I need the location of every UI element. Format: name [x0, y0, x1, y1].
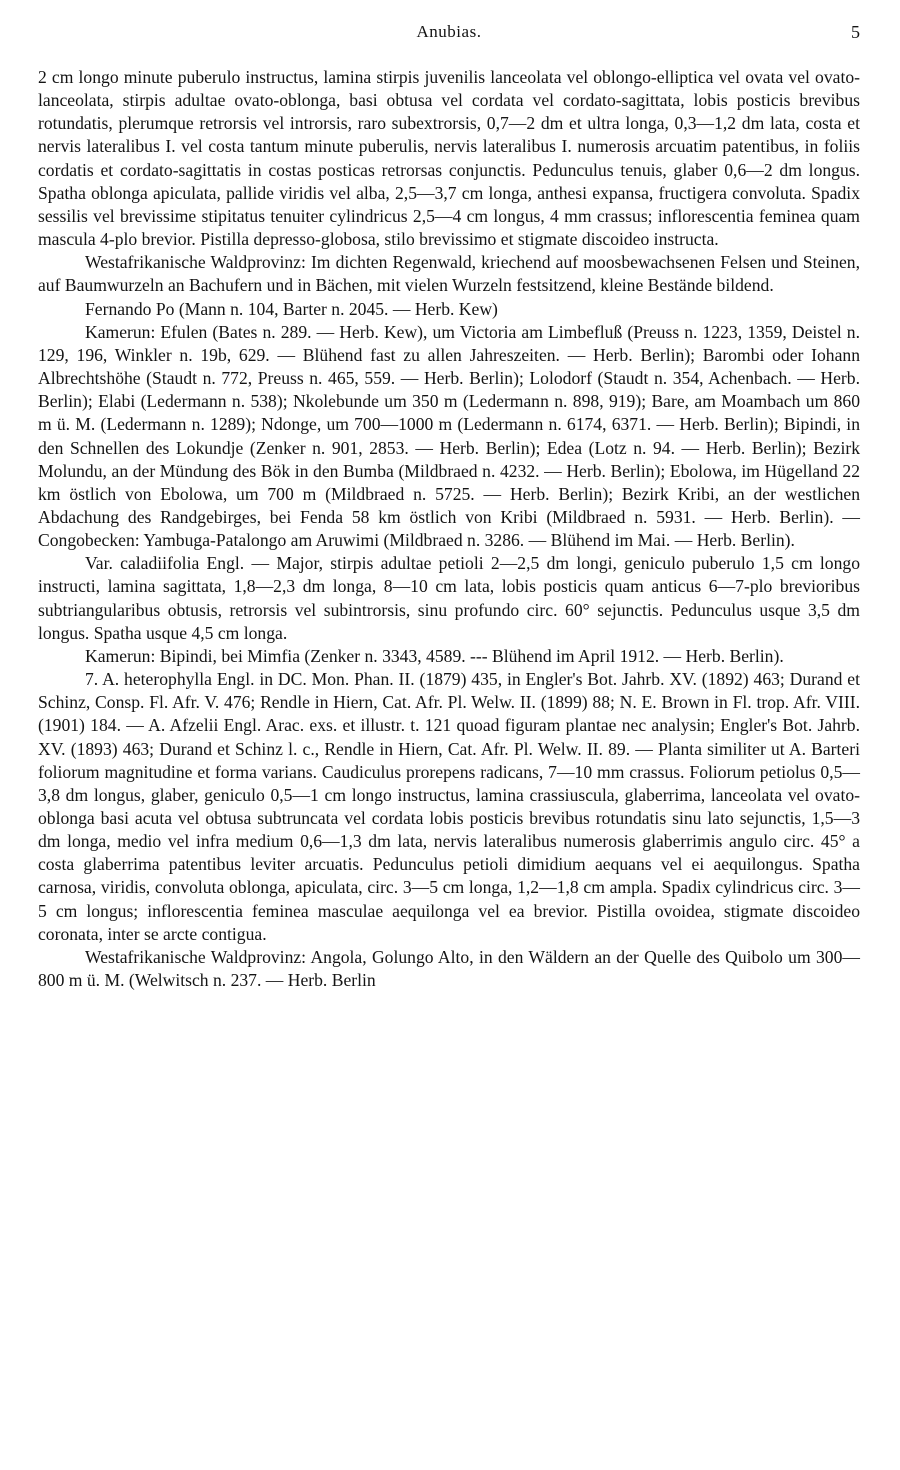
running-title: Anubias. — [416, 22, 482, 41]
paragraph-habitat: Westafrikanische Waldprovinz: Im dichten Regenwald, kriechend auf moosbewachsenen Felsen und Steinen, auf Baumwurzeln an Bachufern und in Bächen, mit vielen Wurzeln festsitzend, kleine Bestände bildend. — [38, 252, 860, 296]
paragraph-angola: Westafrikanische Waldprovinz: Angola, Golungo Alto, in den Wäldern an der Quelle des Quibolo um 300—800 m ü. M. (Welwitsch n. 237. — Herb. Berlin — [38, 946, 860, 991]
paragraph-var-caladiifolia: Var. caladiifolia Engl. — Major, stirpis adultae petioli 2—2,5 dm longi, geniculo puberulo 1,5 cm longo instructi, lamina sagittata, 1,8—2,3 dm longa, 8—10 cm lata, lobis posticis quam anticus 6—7-plo brevioribus subtriangularibus obtusis, retrorsis vel subintrorsis, sinu profundo circ. 60° sejunctis. Pedunculus usque 3,5 dm longus. Spatha usque 4,5 cm longa. — [38, 553, 860, 643]
page-number: 5 — [851, 22, 860, 42]
paragraph-fernando-po: Fernando Po (Mann n. 104, Barter n. 2045. — Herb. Kew) — [85, 298, 498, 319]
paragraph-description: 2 cm longo minute puberulo instructus, lamina stirpis juvenilis lanceolata vel oblongo-elliptica vel ovata vel ovato-lanceolata, stirpis adultae ovato-oblonga, basi obtusa vel cordata vel cordato-sagittata, lobis posticis brevibus rotundatis, plerumque retrorsis vel introrsis, raro subextrorsis, 0,7—2 dm et ultra longa, 0,3—1,2 dm lata, costa et nervis lateralibus I. vel costa tantum minute puberulis, nervis lateralibus I. numerosis arcuatim patentibus, in foliis cordatis et cordato-sagittatis in costas posticas retrorsas conjunctis. Pedunculus tenuis, glaber 0,6—2 dm longus. Spatha oblonga apiculata, pallide viridis vel alba, 2,5—3,7 cm longa, anthesi expansa, fructigera convoluta. Spadix sessilis vel brevissime stipitatus tenuiter cylindricus 2,5—4 cm longus, 4 mm crassus; inflorescentia feminea quam mascula 4-plo brevior. Pistilla depresso-globosa, stilo brevissimo et stigmate discoideo instructa. — [38, 67, 860, 250]
paragraph-heterophylla: 7. A. heterophylla Engl. in DC. Mon. Phan. II. (1879) 435, in Engler's Bot. Jahrb. XV. (1892) 463; Durand et Schinz, Consp. Fl. Afr. V. 476; Rendle in Hiern, Cat. Afr. Pl. Welw. II. (1899) 88; N. E. Brown in Fl. trop. Afr. VIII. (1901) 184. — A. Afzelii Engl. Arac. exs. et illustr. t. 121 quoad figuram plantae nec analysin; Engler's Bot. Jahrb. XV. (1893) 463; Durand et Schinz l. c., Rendle in Hiern, Cat. Afr. Pl. Welw. II. 89. — Planta similiter ut A. Barteri foliorum magnitudine et forma varians. Caudiculus prorepens radicans, 7—10 mm crassus. Foliorum petiolus 0,5—3,8 dm longus, glaber, geniculo 0,5—1 cm longo instructus, lamina crassiuscula, glaberrima, lanceolata vel ovato-oblonga basi acuta vel obtusa subtruncata vel cordata lobis posticis brevibus rotundatis sinu lato sejunctis, 1,5—3 dm longa, medio vel infra medium 0,6—1,3 dm lata, nervis lateralibus numerosis glaberrimis angulo circ. 45° a costa glaberrima patentibus leviter arcuatis. Pedunculus petioli dimidium aequans vel ei aequilongus. Spatha carnosa, viridis, convoluta oblonga, apiculata, circ. 3—5 cm longa, 1,2—1,8 cm ampla. Spadix cylindricus circ. 3—5 cm longus; inflorescentia feminea masculae aequilonga vel ea brevior. Pistilla ovoidea, stigmate discoideo coronata, inter se arcte contigua. — [38, 669, 860, 944]
paragraph-kamerun: Kamerun: Efulen (Bates n. 289. — Herb. Kew), um Victoria am Limbefluß (Preuss n. 1223, 1359, Deistel n. 129, 196, Winkler n. 19b, 629. — Blühend fast zu allen Jahreszeiten. — Herb. Berlin); Barombi oder Iohann Albrechtshöhe (Staudt n. 772, Preuss n. 465, 559. — Herb. Berlin); Lolodorf (Staudt n. 354, Achenbach. — Herb. Berlin); Elabi (Ledermann n. 538); Nkolebunde um 350 m (Ledermann n. 898, 919); Bare, am Moambach um 860 m ü. M. (Ledermann n. 1289); Ndonge, um 700—1000 m (Ledermann n. 6174, 6371. — Herb. Berlin); Bipindi, in den Schnellen des Lokundje (Zenker n. 901, 2853. — Herb. Berlin); Edea (Lotz n. 94. — Herb. Berlin); Bezirk Molundu, an der Mündung des Bök in den Bumba (Mildbraed n. 4232. — Herb. Berlin); Ebolowa, im Hügelland 22 km östlich von Ebolowa, um 700 m (Mildbraed n. 5725. — Herb. Berlin); Bezirk Kribi, an der westlichen Abdachung des Randgebirges, bei Fenda 58 km östlich von Kribi (Mildbraed n. 5931. — Herb. Berlin). — Congobecken: Yambuga-Patalongo am Aruwimi (Mildbraed n. 3286. — Blühend im Mai. — Herb. Berlin). — [38, 321, 860, 551]
body-text — [38, 66, 860, 992]
page-header — [38, 22, 860, 52]
paragraph-var-kamerun: Kamerun: Bipindi, bei Mimfia (Zenker n. 3343, 4589. --- Blühend im April 1912. — Herb. Berlin). — [85, 645, 784, 666]
page — [38, 22, 860, 992]
